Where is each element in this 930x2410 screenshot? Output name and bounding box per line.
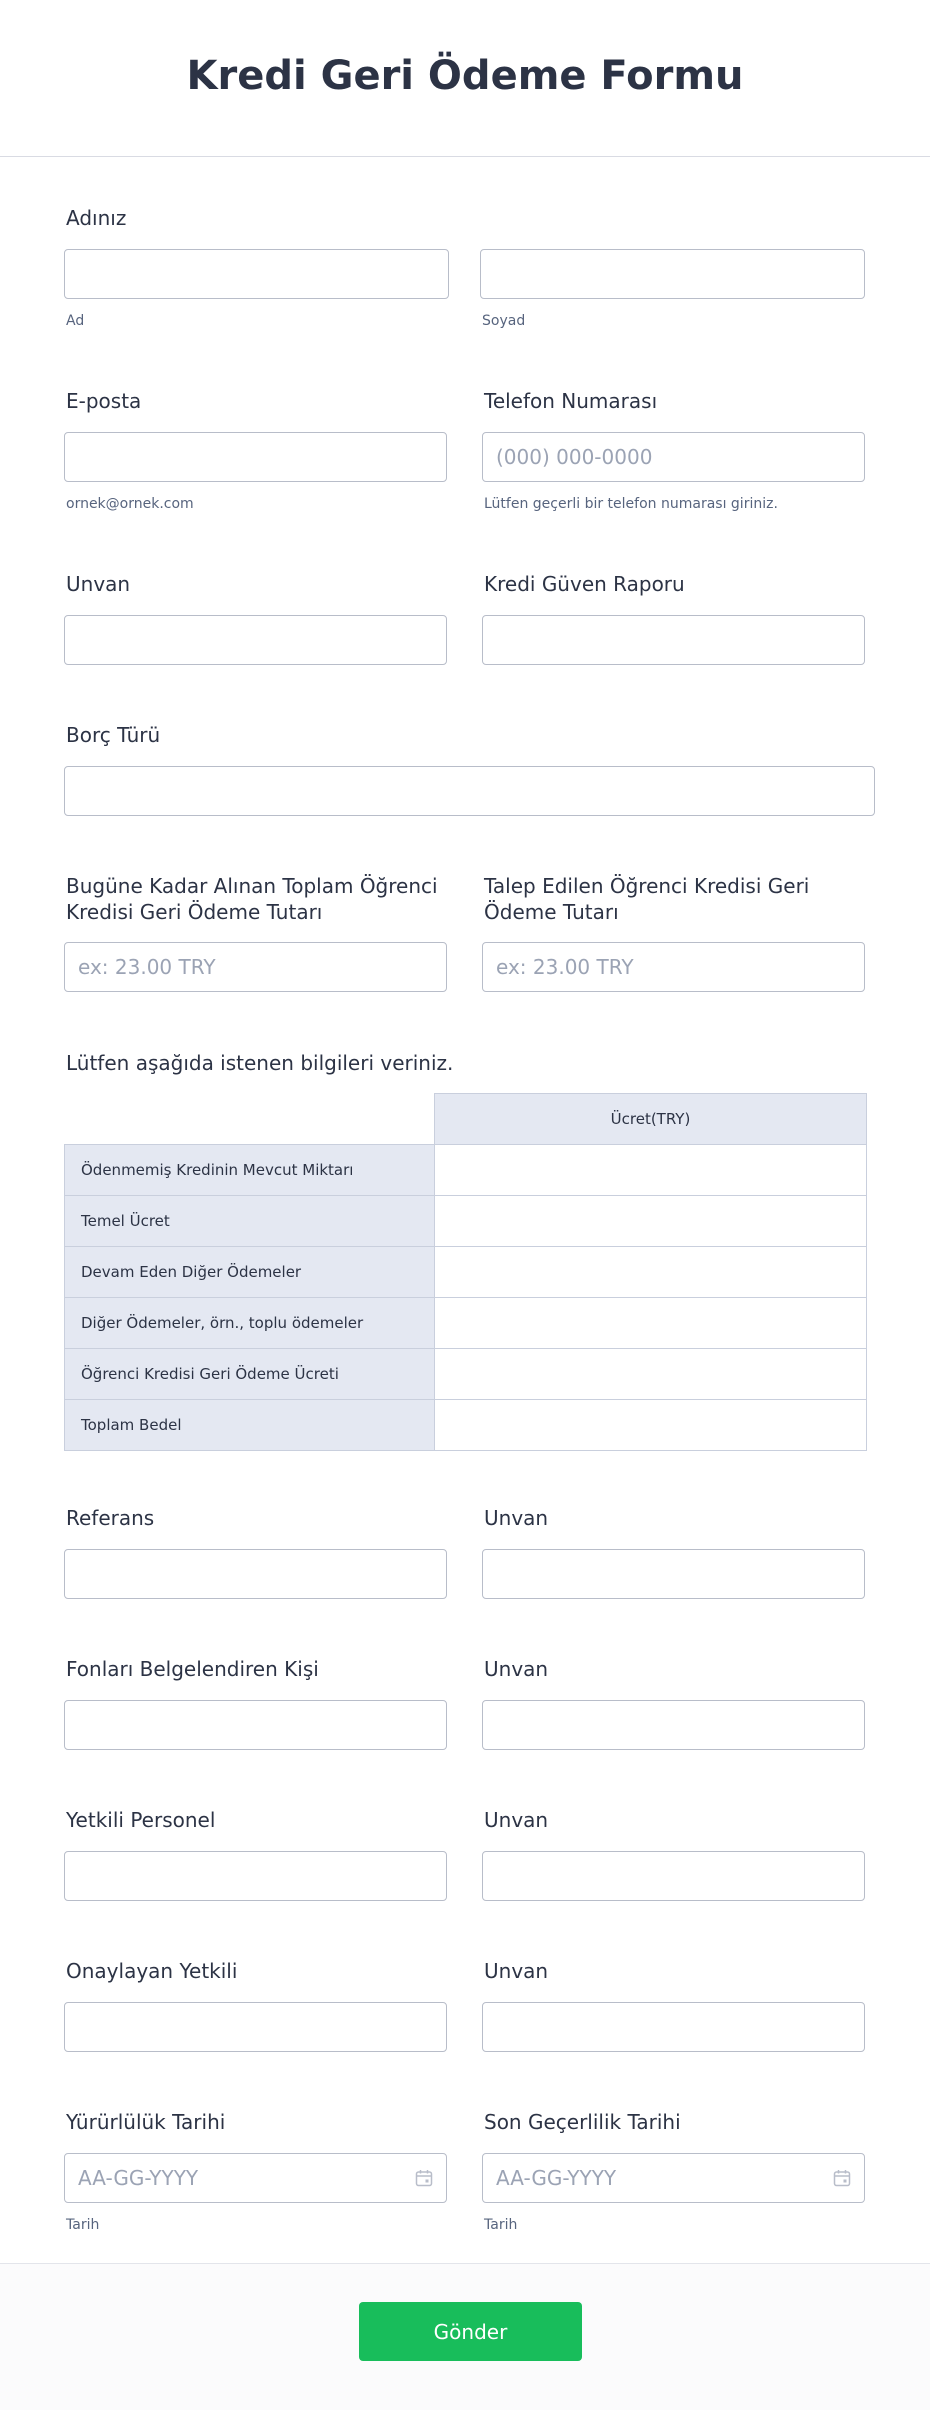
matrix-row <box>65 1349 867 1400</box>
reference-title-label: Unvan <box>484 1506 549 1530</box>
matrix-cell-input[interactable] <box>435 1400 866 1450</box>
authorized-title-label: Unvan <box>484 1808 549 1832</box>
approver-title-input[interactable] <box>482 2002 865 2052</box>
approver-label: Onaylayan Yetkili <box>66 1959 238 1983</box>
total-received-label-line2: Kredisi Geri Ödeme Tutarı <box>66 900 323 924</box>
matrix-column-header: Ücret(TRY) <box>435 1094 867 1145</box>
matrix-cell[interactable] <box>435 1298 867 1349</box>
matrix-row-label: Ödenmemiş Kredinin Mevcut Miktarı <box>65 1145 435 1196</box>
matrix-row <box>65 1247 867 1298</box>
effective-date-field[interactable] <box>64 2153 447 2203</box>
fund-certifier-title-input[interactable] <box>482 1700 865 1750</box>
page-title: Kredi Geri Ödeme Formu <box>186 53 744 99</box>
fund-certifier-label: Fonları Belgelendiren Kişi <box>66 1657 319 1681</box>
authorized-personnel-label: Yetkili Personel <box>66 1808 216 1832</box>
submit-button[interactable]: Gönder <box>359 2302 582 2361</box>
reference-label: Referans <box>66 1506 155 1530</box>
matrix-cell[interactable] <box>435 1196 867 1247</box>
debt-type-input[interactable] <box>64 766 875 816</box>
email-sublabel: ornek@ornek.com <box>66 496 194 512</box>
matrix-cell[interactable] <box>435 1145 867 1196</box>
matrix-row <box>65 1400 867 1451</box>
matrix-cell-input[interactable] <box>435 1145 866 1195</box>
matrix-row-label: Toplam Bedel <box>65 1400 435 1451</box>
effective-date-input[interactable] <box>64 2153 447 2203</box>
matrix-cell-input[interactable] <box>435 1247 866 1297</box>
credit-report-label: Kredi Güven Raporu <box>484 572 685 596</box>
last-name-input[interactable] <box>480 249 865 299</box>
expiry-date-field[interactable] <box>482 2153 865 2203</box>
approver-title-label: Unvan <box>484 1959 549 1983</box>
matrix-row <box>65 1298 867 1349</box>
name-label: Adınız <box>66 206 127 230</box>
matrix-cell-input[interactable] <box>435 1298 866 1348</box>
matrix-cell[interactable] <box>435 1349 867 1400</box>
matrix-row <box>65 1145 867 1196</box>
total-received-input[interactable] <box>64 942 447 992</box>
effective-date-label: Yürürlülük Tarihi <box>66 2110 226 2134</box>
matrix-corner <box>65 1094 435 1145</box>
debt-type-label: Borç Türü <box>66 723 161 747</box>
approver-input[interactable] <box>64 2002 447 2052</box>
phone-sublabel: Lütfen geçerli bir telefon numarası giriniz. <box>484 496 778 512</box>
matrix-intro: Lütfen aşağıda istenen bilgileri veriniz. <box>66 1051 454 1075</box>
expiry-date-label: Son Geçerlilik Tarihi <box>484 2110 681 2134</box>
matrix-row-label: Devam Eden Diğer Ödemeler <box>65 1247 435 1298</box>
title-input[interactable] <box>64 615 447 665</box>
authorized-title-input[interactable] <box>482 1851 865 1901</box>
calendar-icon[interactable] <box>415 2169 433 2187</box>
effective-date-sublabel: Tarih <box>66 2217 100 2233</box>
first-name-input[interactable] <box>64 249 449 299</box>
matrix-row-label: Temel Ücret <box>65 1196 435 1247</box>
fund-certifier-title-label: Unvan <box>484 1657 549 1681</box>
requested-label-line1: Talep Edilen Öğrenci Kredisi Geri <box>484 874 810 898</box>
reference-input[interactable] <box>64 1549 447 1599</box>
expiry-date-sublabel: Tarih <box>484 2217 518 2233</box>
matrix-row-label: Diğer Ödemeler, örn., toplu ödemeler <box>65 1298 435 1349</box>
phone-label: Telefon Numarası <box>484 389 658 413</box>
calendar-icon[interactable] <box>833 2169 851 2187</box>
phone-input[interactable] <box>482 432 865 482</box>
matrix-row-label: Öğrenci Kredisi Geri Ödeme Ücreti <box>65 1349 435 1400</box>
total-received-label <box>66 873 438 925</box>
form-header <box>0 0 930 157</box>
matrix-cell[interactable] <box>435 1400 867 1451</box>
expiry-date-input[interactable] <box>482 2153 865 2203</box>
last-name-sublabel: Soyad <box>482 313 526 329</box>
fund-certifier-input[interactable] <box>64 1700 447 1750</box>
fee-matrix <box>64 1093 867 1451</box>
matrix-cell[interactable] <box>435 1247 867 1298</box>
first-name-sublabel: Ad <box>66 313 85 329</box>
title-label: Unvan <box>66 572 131 596</box>
requested-input[interactable] <box>482 942 865 992</box>
requested-label <box>484 873 809 925</box>
matrix-row <box>65 1196 867 1247</box>
credit-report-input[interactable] <box>482 615 865 665</box>
matrix-cell-input[interactable] <box>435 1349 866 1399</box>
email-label: E-posta <box>66 389 142 413</box>
reference-title-input[interactable] <box>482 1549 865 1599</box>
requested-label-line2: Ödeme Tutarı <box>484 900 619 924</box>
authorized-personnel-input[interactable] <box>64 1851 447 1901</box>
total-received-label-line1: Bugüne Kadar Alınan Toplam Öğrenci <box>66 874 438 898</box>
matrix-cell-input[interactable] <box>435 1196 866 1246</box>
email-input[interactable] <box>64 432 447 482</box>
